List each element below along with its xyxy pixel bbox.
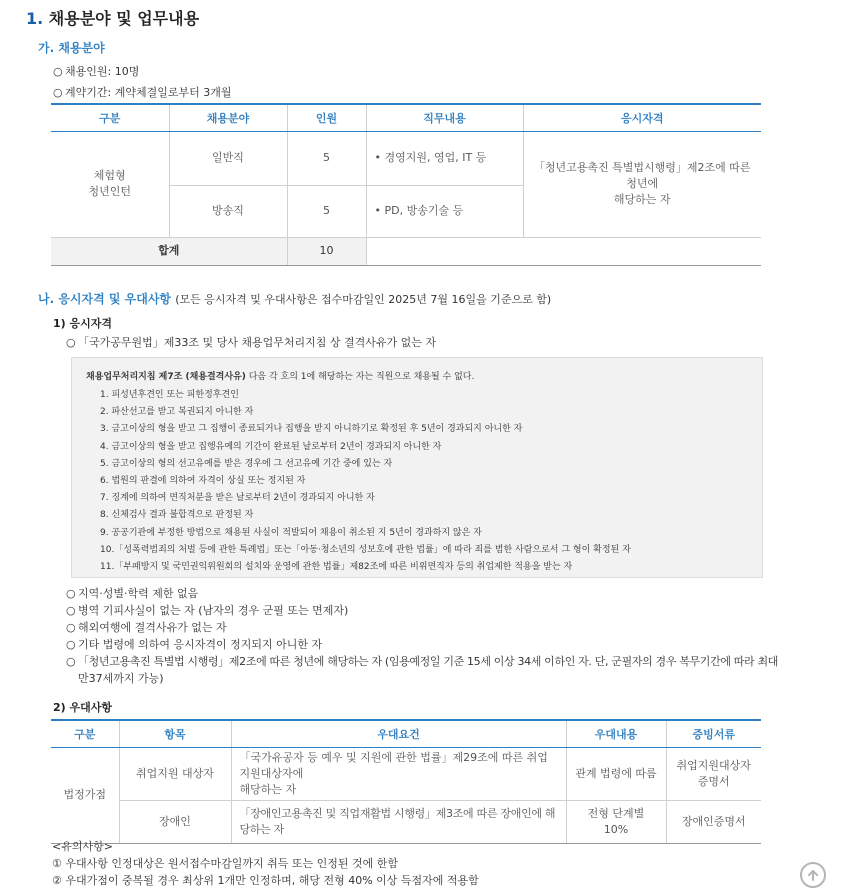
header-qualification: 응시자격 [523, 104, 761, 131]
section-title-text: 채용분야 및 업무내용 [48, 9, 200, 28]
group-cell: 체험형 청년인턴 [51, 131, 169, 237]
preference-table [51, 719, 761, 844]
count-cell: 5 [287, 185, 366, 237]
duty-cell: • 경영지원, 영업, IT 등 [366, 131, 523, 185]
header-document: 증빙서류 [666, 720, 761, 747]
total-label: 합계 [51, 237, 287, 265]
header-count: 인원 [287, 104, 366, 131]
bullet-contract: ○ 계약기간: 계약체결일로부터 3개월 [53, 86, 232, 99]
header-category: 구분 [51, 104, 169, 131]
field-cell: 방송직 [169, 185, 287, 237]
header-duty: 직무내용 [366, 104, 523, 131]
recruitment-table [51, 103, 761, 266]
subsection-a-title: 가. 채용분야 [38, 41, 105, 55]
benefit-cell: 전형 단계별 10% [566, 800, 666, 843]
bullet-youth: ○ 「청년고용촉진 특별법 시행령」제2조에 따른 청년에 해당하는 자 (임용예정일 기준 15세 이상 34세 이하인 자. 단, 군필자의 경우 복무기간에 따라 최대 [66, 655, 779, 668]
field-cell: 일반직 [169, 131, 287, 185]
bullet-no-restriction: ○ 지역·성별·학력 제한 없음 [66, 587, 199, 600]
table-row [51, 131, 761, 185]
box-item: 11.「부패방지 및 국민권익위원회의 설치와 운영에 관한 법률」제82조에 따른 비위면직자 등의 취업제한 적용을 받는 자 [100, 562, 573, 573]
circle-bullet-icon: ○ [66, 604, 76, 617]
table-header-row [51, 720, 761, 747]
group-cell: 법정가점 [51, 747, 119, 843]
circle-bullet-icon: ○ [66, 655, 76, 668]
requirement-cell: 「국가유공자 등 예우 및 지원에 관한 법률」제29조에 따른 취업지원대상자에 해당하는 자 [231, 747, 566, 800]
note-item: ① 우대사항 인정대상은 원서접수마감일까지 취득 또는 인정된 것에 한함 [52, 857, 398, 870]
item-cell: 취업지원 대상자 [119, 747, 231, 800]
box-item: 10.「성폭력범죄의 처벌 등에 관한 특례법」또는「아동·청소년의 성보호에 관한 법률」에 따라 죄를 범한 사람으로서 그 형이 확정된 자 [100, 544, 631, 555]
item-cell: 장애인 [119, 800, 231, 843]
circle-bullet-icon: ○ [53, 65, 63, 78]
box-item: 8. 신체검사 결과 불합격으로 판정된 자 [100, 510, 254, 521]
table-row [51, 747, 761, 800]
disqualification-box [71, 357, 763, 578]
circle-bullet-icon: ○ [66, 336, 76, 349]
circle-bullet-icon: ○ [66, 638, 76, 651]
bullet-other-law: ○ 기타 법령에 의하여 응시자격이 정지되지 아니한 자 [66, 638, 323, 651]
circle-bullet-icon: ○ [53, 86, 63, 99]
section-title [26, 6, 199, 29]
qualification-title: 1) 응시자격 [53, 317, 113, 330]
header-field: 채용분야 [169, 104, 287, 131]
header-category: 구분 [51, 720, 119, 747]
box-item: 9. 공공기관에 부정한 방법으로 채용된 사실이 적발되어 채용이 취소된 지 5년이 경과하지 않은 자 [100, 527, 482, 538]
arrow-up-circle-icon [806, 868, 820, 882]
bullet-civil-service-law: ○ 「국가공무원법」제33조 및 당사 채용업무처리지침 상 결격사유가 없는 자 [66, 336, 436, 349]
note-item: ② 우대가점이 중복될 경우 최상위 1개만 인정하며, 해당 전형 40% 이상 득점자에 적용함 [52, 874, 479, 887]
document-cell: 장애인증명서 [666, 800, 761, 843]
box-item: 4. 금고이상의 형을 받고 집행유예의 기간이 완료된 날로부터 2년이 경과되지 아니한 자 [100, 441, 442, 452]
bullet-headcount: ○ 채용인원: 10명 [53, 65, 140, 78]
bullet-youth-continued: 만37세까지 가능) [78, 672, 164, 685]
subsection-b-note: (모든 응시자격 및 우대사항은 접수마감일인 2025년 7월 16일을 기준으로 함) [175, 293, 552, 306]
table-row [51, 800, 761, 843]
box-item: 7. 징계에 의하여 면직처분을 받은 날로부터 2년이 경과되지 아니한 자 [100, 493, 375, 504]
benefit-cell: 관계 법령에 따름 [566, 747, 666, 800]
total-row [51, 237, 761, 265]
box-item: 6. 법원의 판결에 의하여 자격이 상실 또는 정지된 자 [100, 476, 306, 487]
circle-bullet-icon: ○ [66, 621, 76, 634]
qualification-cell: 「청년고용촉진 특별법시행령」제2조에 따른 청년에 해당하는 자 [523, 131, 761, 237]
subsection-b-title: 나. 응시자격 및 우대사항 (모든 응시자격 및 우대사항은 접수마감일인 2025년 7월 16일을 기준으로 함) [38, 292, 552, 306]
header-benefit: 우대내용 [566, 720, 666, 747]
header-item: 항목 [119, 720, 231, 747]
section-number: 1. [26, 9, 44, 28]
total-value: 10 [287, 237, 366, 265]
circle-bullet-icon: ○ [66, 587, 76, 600]
bullet-military: ○ 병역 기피사실이 없는 자 (남자의 경우 군필 또는 면제자) [66, 604, 349, 617]
total-empty [366, 237, 761, 265]
preference-title: 2) 우대사항 [53, 701, 113, 714]
box-item: 1. 피성년후견인 또는 피한정후견인 [100, 390, 239, 400]
requirement-cell: 「장애인고용촉진 및 직업재활법 시행령」제3조에 따른 장애인에 해당하는 자 [231, 800, 566, 843]
header-requirement: 우대요건 [231, 720, 566, 747]
scroll-top-button[interactable] [800, 862, 826, 888]
document-cell: 취업지원대상자 증명서 [666, 747, 761, 800]
box-heading: 채용업무처리지침 제7조 (채용결격사유) 다음 각 호의 1에 해당하는 자는 직원으로 채용될 수 없다. [86, 372, 475, 382]
duty-cell: • PD, 방송기술 등 [366, 185, 523, 237]
notes-title: <유의사항> [52, 840, 113, 853]
table-header-row [51, 104, 761, 131]
bullet-overseas: ○ 해외여행에 결격사유가 없는 자 [66, 621, 227, 634]
box-item: 5. 금고이상의 형의 선고유예를 받은 경우에 그 선고유예 기간 중에 있는 자 [100, 458, 393, 469]
count-cell: 5 [287, 131, 366, 185]
box-item: 2. 파산선고를 받고 복권되지 아니한 자 [100, 407, 254, 418]
box-item: 3. 금고이상의 형을 받고 그 집행이 종료되거나 집행을 받지 아니하기로 확정된 후 5년이 경과되지 아니한 자 [100, 424, 523, 435]
